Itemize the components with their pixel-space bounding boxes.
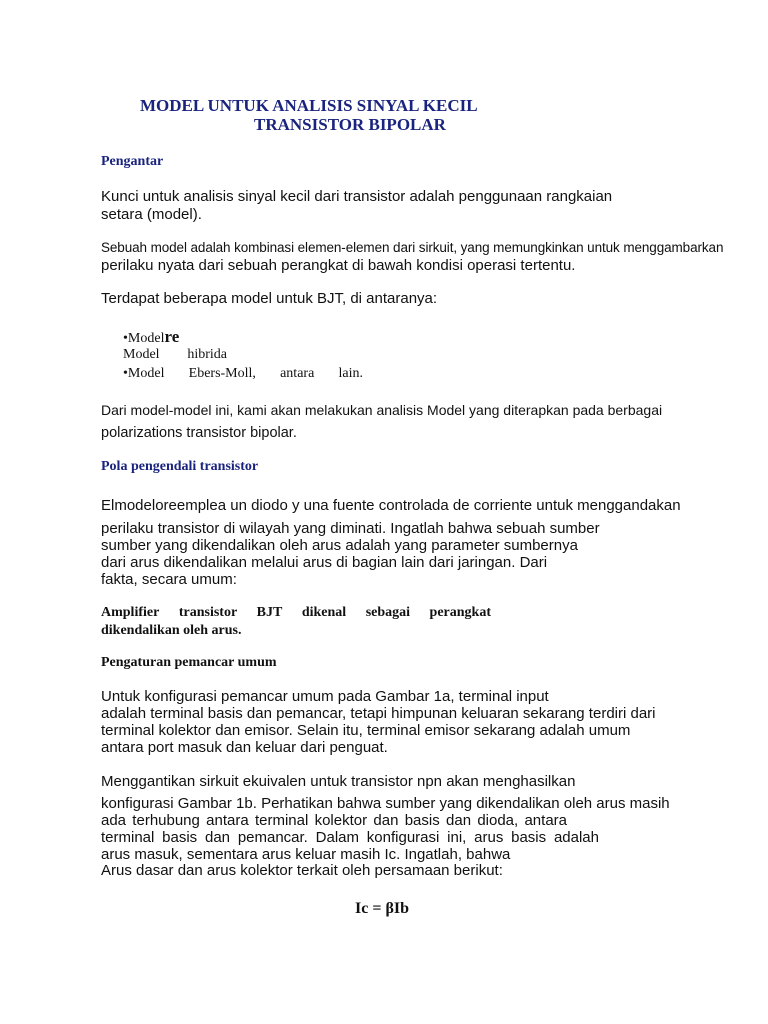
- statement-word: perangkat: [429, 605, 491, 620]
- list-item: [123, 366, 363, 382]
- paragraph-line: adalah terminal basis dan pemancar, tetapi himpunan keluaran sekarang terdiri dari: [101, 705, 656, 722]
- paragraph-line: setara (model).: [101, 206, 202, 223]
- paragraph-line: fakta, secara umum:: [101, 571, 237, 588]
- paragraph-line: antara port masuk dan keluar dari penguat.: [101, 739, 388, 756]
- list-item: [123, 347, 227, 363]
- paragraph-line: polarizations transistor bipolar.: [101, 425, 297, 441]
- paragraph-line: dari arus dikendalikan melalui arus di bagian lain dari jaringan. Dari: [101, 554, 548, 571]
- list-word: •Model: [123, 366, 165, 381]
- statement-word: BJT: [256, 605, 283, 620]
- section-heading-pola-pengendali: Pola pengendali transistor: [101, 459, 259, 474]
- document-title-line-2: TRANSISTOR BIPOLAR: [254, 115, 446, 134]
- current-gain-formula: Ic = βIb: [355, 900, 409, 917]
- paragraph-line: Untuk konfigurasi pemancar umum pada Gambar 1a, terminal input: [101, 688, 549, 705]
- paragraph-line: Sebuah model adalah kombinasi elemen-elemen dari sirkuit, yang memungkinkan untuk menggambarkan: [101, 240, 724, 255]
- paragraph-line: terminal basis dan pemancar. Dalam konfigurasi ini, arus basis adalah: [101, 829, 599, 846]
- paragraph-line: Terdapat beberapa model untuk BJT, di antaranya:: [101, 290, 438, 307]
- list-word: hibrida: [187, 347, 227, 362]
- paragraph-line: arus masuk, sementara arus keluar masih Ic. Ingatlah, bahwa: [101, 846, 511, 863]
- paragraph-line: Elmodeloreemplea un diodo y una fuente controlada de corriente untuk menggandakan: [101, 497, 681, 514]
- section-heading-pengantar: Pengantar: [101, 154, 164, 169]
- paragraph-line: konfigurasi Gambar 1b. Perhatikan bahwa sumber yang dikendalikan oleh arus masih: [101, 795, 670, 812]
- statement-word: Amplifier: [101, 605, 160, 620]
- bold-statement-line-2: dikendalikan oleh arus.: [101, 623, 242, 638]
- list-word: lain.: [338, 366, 363, 381]
- bold-statement-line-1: [101, 605, 491, 621]
- paragraph-line: terminal kolektor dan emisor. Selain itu, terminal emisor sekarang adalah umum: [101, 722, 631, 739]
- list-word: Ebers-Moll,: [188, 366, 256, 381]
- list-word: antara: [280, 366, 315, 381]
- statement-word: transistor: [178, 605, 238, 620]
- paragraph-line: Arus dasar dan arus kolektor terkait oleh persamaan berikut:: [101, 862, 503, 879]
- statement-word: dikenal: [301, 605, 347, 620]
- list-item: [123, 327, 179, 347]
- re-model-symbol: re: [164, 327, 180, 346]
- paragraph-line: Kunci untuk analisis sinyal kecil dari transistor adalah penggunaan rangkaian: [101, 188, 613, 205]
- paragraph-line: Menggantikan sirkuit ekuivalen untuk transistor npn akan menghasilkan: [101, 773, 576, 790]
- paragraph-line: ada terhubung antara terminal kolektor dan basis dan dioda, antara: [101, 812, 567, 829]
- paragraph-line: perilaku nyata dari sebuah perangkat di bawah kondisi operasi tertentu.: [101, 257, 576, 274]
- section-heading-pengaturan-pemancar: Pengaturan pemancar umum: [101, 655, 277, 670]
- list-item-text: •Model: [123, 331, 165, 346]
- paragraph-line: sumber yang dikendalikan oleh arus adalah yang parameter sumbernya: [101, 537, 578, 554]
- document-title-line-1: MODEL UNTUK ANALISIS SINYAL KECIL: [140, 96, 478, 115]
- statement-word: sebagai: [365, 605, 411, 620]
- list-word: Model: [123, 347, 160, 362]
- paragraph-line: perilaku transistor di wilayah yang diminati. Ingatlah bahwa sebuah sumber: [101, 520, 600, 537]
- paragraph-line: Dari model-model ini, kami akan melakukan analisis Model yang diterapkan pada berbagai: [101, 402, 663, 418]
